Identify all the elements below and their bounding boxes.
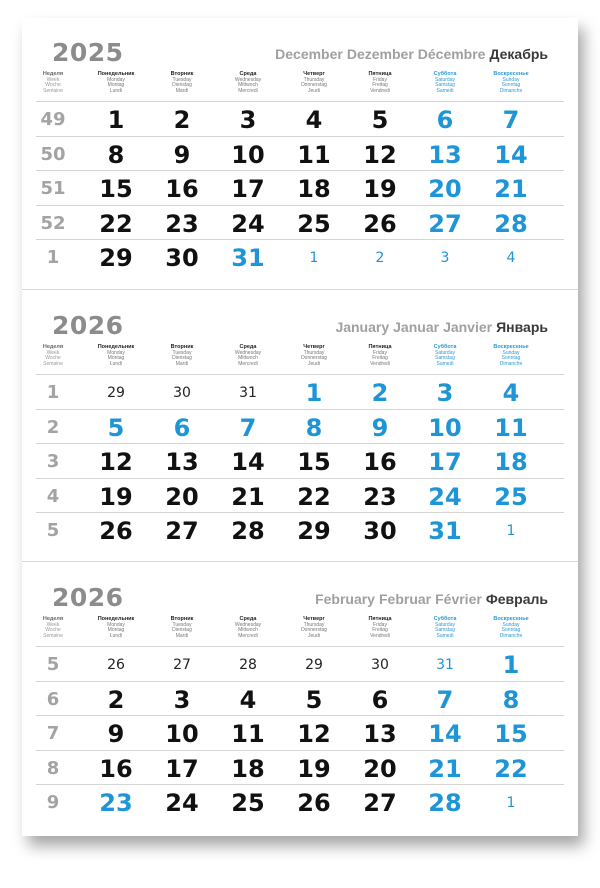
weekday-de: Sonntag bbox=[501, 627, 521, 633]
weekday-en: Wednesday bbox=[234, 349, 262, 356]
day-cell: 18 bbox=[494, 448, 528, 476]
day-cell: 10 bbox=[428, 414, 462, 442]
day-cell: 2 bbox=[173, 106, 191, 134]
weekday-de: Mittwoch bbox=[238, 627, 258, 633]
weekday-fr: Mardi bbox=[175, 87, 189, 94]
month-name-fr: Janvier bbox=[443, 319, 493, 335]
weekday-header-cell bbox=[412, 617, 478, 639]
weekday-fr: Samedi bbox=[436, 632, 454, 639]
day-cell: 3 bbox=[440, 250, 450, 266]
day-cell: 27 bbox=[173, 657, 191, 673]
day-cell: 9 bbox=[173, 141, 191, 169]
weekday-ru: Пятница bbox=[368, 71, 392, 77]
weekday-ru: Четверг bbox=[303, 71, 325, 77]
day-cell: 4 bbox=[506, 250, 516, 266]
day-cell: 15 bbox=[494, 720, 528, 748]
week-number: 50 bbox=[40, 144, 66, 165]
day-cell: 2 bbox=[371, 379, 389, 407]
weekday-en: Wednesday bbox=[234, 621, 262, 628]
weekday-header-cell bbox=[83, 345, 149, 367]
weekday-en: Thursday bbox=[303, 76, 325, 83]
weekday-de: Donnerstag bbox=[301, 82, 327, 88]
day-cell: 25 bbox=[231, 789, 265, 817]
week-number: 49 bbox=[40, 109, 66, 130]
day-cell: 20 bbox=[428, 175, 462, 203]
day-cell: 12 bbox=[363, 141, 397, 169]
year-label: 2025 bbox=[52, 38, 124, 67]
day-cell: 16 bbox=[363, 448, 397, 476]
weekday-en: Tuesday bbox=[172, 349, 192, 356]
day-cell: 28 bbox=[231, 517, 265, 545]
day-cell: 25 bbox=[494, 483, 528, 511]
month-name-en: February bbox=[315, 591, 375, 607]
week-row bbox=[36, 478, 564, 513]
weekday-de: Sonntag bbox=[501, 355, 521, 361]
day-cell: 22 bbox=[297, 483, 331, 511]
weekday-en: Monday bbox=[107, 76, 125, 83]
day-cell: 6 bbox=[173, 414, 191, 442]
weekday-de: Sonntag bbox=[501, 82, 521, 88]
weekday-en: Week bbox=[46, 76, 60, 83]
week-row bbox=[36, 170, 564, 205]
weekday-fr: Semaine bbox=[43, 360, 63, 367]
day-cell: 21 bbox=[428, 755, 462, 783]
weekday-de: Freitag bbox=[372, 627, 388, 633]
weekday-ru: Суббота bbox=[433, 616, 457, 622]
day-cell: 18 bbox=[297, 175, 331, 203]
weekday-de: Mittwoch bbox=[238, 355, 258, 361]
day-cell: 27 bbox=[165, 517, 199, 545]
day-cell: 11 bbox=[494, 414, 528, 442]
weekday-header-cell bbox=[412, 72, 478, 94]
day-cell: 31 bbox=[239, 385, 257, 401]
weekday-ru: Вторник bbox=[170, 71, 194, 77]
weekday-header-cell bbox=[149, 72, 215, 94]
month-name-fr: Décembre bbox=[417, 46, 486, 62]
weekday-fr: Jeudi bbox=[308, 87, 320, 94]
weekday-en: Saturday bbox=[434, 349, 455, 356]
week-row bbox=[36, 715, 564, 750]
weekday-header-cell bbox=[347, 617, 413, 639]
weekday-en: Friday bbox=[373, 349, 387, 356]
day-cell: 7 bbox=[436, 686, 454, 714]
weekday-ru: Суббота bbox=[433, 71, 457, 77]
week-number: 6 bbox=[46, 689, 60, 710]
day-cell: 7 bbox=[239, 414, 257, 442]
weekday-fr: Samedi bbox=[436, 360, 454, 367]
weekday-en: Sunday bbox=[502, 349, 520, 356]
week-row bbox=[36, 784, 564, 819]
day-cell: 27 bbox=[428, 210, 462, 238]
month-name-en: December bbox=[275, 46, 343, 62]
week-number: 3 bbox=[46, 451, 60, 472]
day-cell: 19 bbox=[297, 755, 331, 783]
month-name-de: Januar bbox=[393, 319, 440, 335]
weekday-de: Woche bbox=[45, 355, 61, 361]
weekday-ru: Воскресенье bbox=[493, 71, 529, 77]
day-cell: 19 bbox=[363, 175, 397, 203]
week-row bbox=[36, 239, 564, 274]
weekday-header-cell bbox=[20, 617, 86, 639]
day-cell: 26 bbox=[297, 789, 331, 817]
week-number: 1 bbox=[46, 382, 60, 403]
weekday-ru: Четверг bbox=[303, 344, 325, 350]
day-cell: 1 bbox=[305, 379, 323, 407]
month-name-ru: Январь bbox=[496, 319, 548, 335]
day-cell: 23 bbox=[363, 483, 397, 511]
week-row bbox=[36, 646, 564, 681]
weekday-en: Saturday bbox=[434, 76, 455, 83]
day-cell: 28 bbox=[494, 210, 528, 238]
month-name-de: Dezember bbox=[346, 46, 414, 62]
weekday-de: Samstag bbox=[435, 627, 455, 633]
month-name-en: January bbox=[335, 319, 390, 335]
weekday-en: Wednesday bbox=[234, 76, 262, 83]
weekday-fr: Vendredi bbox=[370, 87, 390, 94]
day-cell: 3 bbox=[173, 686, 191, 714]
day-cell: 14 bbox=[428, 720, 462, 748]
month-divider bbox=[22, 289, 578, 290]
weekday-header-cell bbox=[478, 72, 544, 94]
day-cell: 21 bbox=[494, 175, 528, 203]
day-cell: 1 bbox=[309, 250, 319, 266]
day-cell: 30 bbox=[363, 517, 397, 545]
weekday-fr: Jeudi bbox=[308, 632, 320, 639]
weekday-header bbox=[22, 345, 578, 373]
weekday-ru: Вторник bbox=[170, 616, 194, 622]
day-cell: 14 bbox=[494, 141, 528, 169]
month-names bbox=[311, 591, 548, 607]
weekday-ru: Суббота bbox=[433, 344, 457, 350]
week-row bbox=[36, 750, 564, 785]
day-cell: 3 bbox=[436, 379, 454, 407]
day-cell: 31 bbox=[428, 517, 462, 545]
day-cell: 31 bbox=[436, 657, 454, 673]
weekday-de: Samstag bbox=[435, 355, 455, 361]
year-label: 2026 bbox=[52, 583, 124, 612]
week-number: 7 bbox=[46, 723, 60, 744]
week-row bbox=[36, 374, 564, 409]
day-cell: 13 bbox=[165, 448, 199, 476]
day-cell: 1 bbox=[506, 795, 516, 811]
day-cell: 6 bbox=[371, 686, 389, 714]
weekday-header-cell bbox=[281, 72, 347, 94]
weekday-de: Donnerstag bbox=[301, 627, 327, 633]
weekday-en: Monday bbox=[107, 621, 125, 628]
weekday-en: Tuesday bbox=[172, 76, 192, 83]
day-cell: 20 bbox=[165, 483, 199, 511]
day-cell: 4 bbox=[502, 379, 520, 407]
weekday-header bbox=[22, 617, 578, 645]
day-cell: 12 bbox=[297, 720, 331, 748]
day-cell: 3 bbox=[239, 106, 257, 134]
weekday-header-cell bbox=[149, 345, 215, 367]
day-cell: 17 bbox=[428, 448, 462, 476]
month-block bbox=[22, 563, 578, 833]
day-cell: 25 bbox=[297, 210, 331, 238]
weekday-en: Friday bbox=[373, 76, 387, 83]
weekday-ru: Неделя bbox=[42, 344, 64, 350]
day-cell: 11 bbox=[297, 141, 331, 169]
weekday-en: Monday bbox=[107, 349, 125, 356]
day-cell: 5 bbox=[305, 686, 323, 714]
weekday-de: Dienstag bbox=[172, 355, 192, 361]
day-cell: 29 bbox=[305, 657, 323, 673]
day-cell: 14 bbox=[231, 448, 265, 476]
weekday-header-cell bbox=[347, 345, 413, 367]
weekday-header-cell bbox=[20, 72, 86, 94]
week-number: 51 bbox=[40, 178, 66, 199]
weekday-header-cell bbox=[215, 345, 281, 367]
weekday-de: Montag bbox=[107, 82, 125, 88]
week-row bbox=[36, 512, 564, 547]
day-cell: 28 bbox=[428, 789, 462, 817]
week-number: 4 bbox=[46, 486, 60, 507]
weekday-en: Friday bbox=[373, 621, 387, 628]
weekday-de: Donnerstag bbox=[301, 355, 327, 361]
weekday-en: Week bbox=[46, 621, 60, 628]
weekday-ru: Четверг bbox=[303, 616, 325, 622]
day-cell: 30 bbox=[173, 385, 191, 401]
day-cell: 26 bbox=[107, 657, 125, 673]
day-cell: 9 bbox=[107, 720, 125, 748]
weekday-header-cell bbox=[20, 345, 86, 367]
weekday-header-cell bbox=[281, 617, 347, 639]
weekday-ru: Воскресенье bbox=[493, 344, 529, 350]
day-cell: 15 bbox=[297, 448, 331, 476]
day-cell: 17 bbox=[165, 755, 199, 783]
weekday-ru: Пятница bbox=[368, 344, 392, 350]
day-cell: 10 bbox=[231, 141, 265, 169]
day-cell: 23 bbox=[99, 789, 133, 817]
week-row bbox=[36, 136, 564, 171]
day-cell: 17 bbox=[231, 175, 265, 203]
weekday-ru: Неделя bbox=[42, 616, 64, 622]
day-cell: 26 bbox=[99, 517, 133, 545]
month-names bbox=[331, 319, 548, 335]
day-cell: 21 bbox=[231, 483, 265, 511]
weekday-fr: Mardi bbox=[175, 360, 189, 367]
weekday-fr: Vendredi bbox=[370, 360, 390, 367]
weekday-fr: Jeudi bbox=[308, 360, 320, 367]
weekday-fr: Samedi bbox=[436, 87, 454, 94]
weekday-de: Freitag bbox=[372, 82, 388, 88]
month-name-de: Februar bbox=[378, 591, 432, 607]
day-cell: 1 bbox=[107, 106, 125, 134]
day-cell: 4 bbox=[239, 686, 257, 714]
week-number: 5 bbox=[46, 520, 60, 541]
day-cell: 5 bbox=[371, 106, 389, 134]
weekday-fr: Dimanche bbox=[499, 87, 523, 94]
week-number: 5 bbox=[46, 654, 60, 675]
day-cell: 15 bbox=[99, 175, 133, 203]
weekday-de: Woche bbox=[45, 82, 61, 88]
weekday-de: Dienstag bbox=[172, 627, 192, 633]
day-cell: 29 bbox=[107, 385, 125, 401]
weekday-fr: Mardi bbox=[175, 632, 189, 639]
weekday-header-cell bbox=[281, 345, 347, 367]
weekday-de: Dienstag bbox=[172, 82, 192, 88]
month-names bbox=[271, 46, 548, 62]
day-cell: 10 bbox=[165, 720, 199, 748]
day-cell: 13 bbox=[363, 720, 397, 748]
weekday-de: Woche bbox=[45, 627, 61, 633]
weekday-ru: Понедельник bbox=[97, 344, 135, 350]
week-row bbox=[36, 101, 564, 136]
day-cell: 26 bbox=[363, 210, 397, 238]
weekday-en: Week bbox=[46, 349, 60, 356]
day-cell: 24 bbox=[165, 789, 199, 817]
weekday-fr: Mercredi bbox=[238, 87, 258, 94]
weekday-fr: Lundi bbox=[109, 360, 123, 367]
day-cell: 1 bbox=[506, 523, 516, 539]
day-cell: 23 bbox=[165, 210, 199, 238]
weekday-en: Saturday bbox=[434, 621, 455, 628]
week-number: 1 bbox=[46, 247, 60, 268]
weekday-fr: Vendredi bbox=[370, 632, 390, 639]
day-cell: 31 bbox=[231, 244, 265, 272]
weekday-en: Sunday bbox=[502, 621, 520, 628]
day-cell: 9 bbox=[371, 414, 389, 442]
day-cell: 20 bbox=[363, 755, 397, 783]
weekday-ru: Среда bbox=[239, 616, 257, 622]
day-cell: 30 bbox=[371, 657, 389, 673]
weekday-fr: Lundi bbox=[109, 632, 123, 639]
month-name-ru: Февраль bbox=[485, 591, 548, 607]
day-cell: 2 bbox=[375, 250, 385, 266]
weekday-ru: Понедельник bbox=[97, 616, 135, 622]
weekday-fr: Mercredi bbox=[238, 632, 258, 639]
weekday-en: Sunday bbox=[502, 76, 520, 83]
day-cell: 22 bbox=[99, 210, 133, 238]
weekday-ru: Среда bbox=[239, 344, 257, 350]
weekday-header-cell bbox=[83, 72, 149, 94]
weekday-header-cell bbox=[347, 72, 413, 94]
weekday-en: Thursday bbox=[303, 621, 325, 628]
weekday-fr: Semaine bbox=[43, 87, 63, 94]
day-cell: 22 bbox=[494, 755, 528, 783]
weekday-fr: Dimanche bbox=[499, 632, 523, 639]
day-cell: 8 bbox=[502, 686, 520, 714]
day-cell: 27 bbox=[363, 789, 397, 817]
week-row bbox=[36, 409, 564, 444]
month-divider bbox=[22, 561, 578, 562]
weekday-header-cell bbox=[149, 617, 215, 639]
day-cell: 16 bbox=[99, 755, 133, 783]
weekday-fr: Dimanche bbox=[499, 360, 523, 367]
weekday-ru: Воскресенье bbox=[493, 616, 529, 622]
day-cell: 28 bbox=[239, 657, 257, 673]
weekday-fr: Lundi bbox=[109, 87, 123, 94]
weekday-de: Montag bbox=[107, 627, 125, 633]
day-cell: 19 bbox=[99, 483, 133, 511]
week-row bbox=[36, 681, 564, 716]
day-cell: 11 bbox=[231, 720, 265, 748]
weekday-ru: Неделя bbox=[42, 71, 64, 77]
weekday-de: Samstag bbox=[435, 82, 455, 88]
weekday-header-cell bbox=[478, 345, 544, 367]
weekday-header-cell bbox=[215, 617, 281, 639]
week-row bbox=[36, 443, 564, 478]
week-number: 9 bbox=[46, 792, 60, 813]
weekday-ru: Вторник bbox=[170, 344, 194, 350]
weekday-fr: Mercredi bbox=[238, 360, 258, 367]
day-cell: 4 bbox=[305, 106, 323, 134]
month-block bbox=[22, 291, 578, 561]
week-number: 2 bbox=[46, 417, 60, 438]
weekday-header-cell bbox=[412, 345, 478, 367]
day-cell: 16 bbox=[165, 175, 199, 203]
day-cell: 1 bbox=[502, 651, 520, 679]
day-cell: 12 bbox=[99, 448, 133, 476]
day-cell: 5 bbox=[107, 414, 125, 442]
day-cell: 13 bbox=[428, 141, 462, 169]
day-cell: 30 bbox=[165, 244, 199, 272]
month-name-ru: Декабрь bbox=[489, 46, 548, 62]
weekday-ru: Пятница bbox=[368, 616, 392, 622]
weekday-de: Montag bbox=[107, 355, 125, 361]
week-number: 8 bbox=[46, 758, 60, 779]
day-cell: 8 bbox=[305, 414, 323, 442]
month-block bbox=[22, 18, 578, 288]
day-cell: 29 bbox=[99, 244, 133, 272]
week-number: 52 bbox=[40, 213, 66, 234]
weekday-header bbox=[22, 72, 578, 100]
day-cell: 29 bbox=[297, 517, 331, 545]
weekday-header-cell bbox=[83, 617, 149, 639]
day-cell: 2 bbox=[107, 686, 125, 714]
day-cell: 7 bbox=[502, 106, 520, 134]
day-cell: 18 bbox=[231, 755, 265, 783]
day-cell: 24 bbox=[428, 483, 462, 511]
weekday-header-cell bbox=[215, 72, 281, 94]
year-label: 2026 bbox=[52, 311, 124, 340]
month-name-fr: Février bbox=[435, 591, 482, 607]
day-cell: 8 bbox=[107, 141, 125, 169]
weekday-de: Freitag bbox=[372, 355, 388, 361]
weekday-header-cell bbox=[478, 617, 544, 639]
weekday-de: Mittwoch bbox=[238, 82, 258, 88]
week-row bbox=[36, 205, 564, 240]
weekday-en: Tuesday bbox=[172, 621, 192, 628]
day-cell: 6 bbox=[436, 106, 454, 134]
calendar-sheet bbox=[22, 18, 578, 836]
day-cell: 24 bbox=[231, 210, 265, 238]
weekday-ru: Понедельник bbox=[97, 71, 135, 77]
weekday-ru: Среда bbox=[239, 71, 257, 77]
weekday-fr: Semaine bbox=[43, 632, 63, 639]
weekday-en: Thursday bbox=[303, 349, 325, 356]
